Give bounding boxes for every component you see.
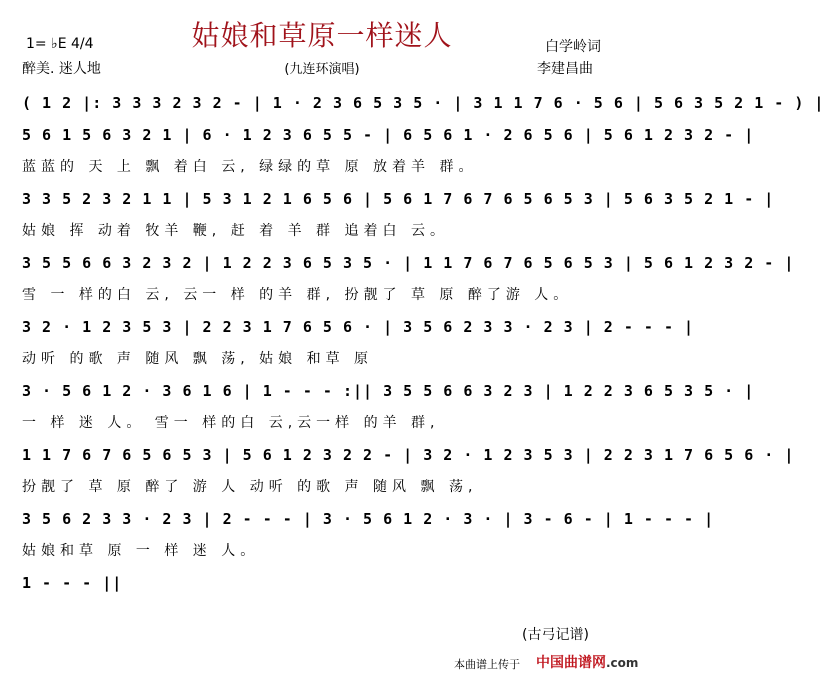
lyric-line: 姑娘和草 原 一 样 迷 人。 bbox=[22, 543, 260, 559]
upload-source-text: 本曲谱上传于 bbox=[454, 658, 520, 671]
score-line-1 bbox=[22, 88, 824, 120]
notation-line: 3 5 5 6 6 3 2 3 2 | 1 2 2 3 6 5 3 5 · | 1 1 7 6 7 6 5 6 5 3 | 5 6 1 2 3 2 - | bbox=[22, 254, 795, 272]
lyric-line: 蓝蓝的 天 上 飘 着白 云, 绿绿的草 原 放着羊 群。 bbox=[22, 159, 478, 175]
score-line-3 bbox=[22, 184, 775, 216]
site-domain: .com bbox=[606, 656, 639, 670]
notation-line: 3 3 5 2 3 2 1 1 | 5 3 1 2 1 6 5 6 | 5 6 1 7 6 7 6 5 6 5 3 | 5 6 3 5 2 1 - | bbox=[22, 190, 775, 208]
song-title: 姑娘和草原一样迷人 bbox=[191, 19, 453, 52]
notation-line: 3 · 5 6 1 2 · 3 6 1 6 | 1 - - - :|| 3 5 5 6 6 3 2 3 | 1 2 2 3 6 5 3 5 · | bbox=[22, 382, 755, 400]
site-name: 中国曲谱网 bbox=[536, 655, 606, 671]
score-line-4 bbox=[22, 248, 795, 280]
lyric-line-8 bbox=[22, 536, 632, 568]
notation-line: 1 - - - || bbox=[22, 574, 123, 592]
lyric-line-5 bbox=[22, 344, 632, 376]
lyric-line: 一 样 迷 人。 雪一 样的白 云,云一样 的羊 群, bbox=[22, 415, 440, 431]
score-line-9 bbox=[22, 568, 632, 600]
performer-note: (九连环演唱) bbox=[284, 62, 360, 77]
score-line-6 bbox=[22, 376, 755, 408]
notation-line: 1 1 7 6 7 6 5 6 5 3 | 5 6 1 2 3 2 2 - | 3 2 · 1 2 3 5 3 | 2 2 3 1 7 6 5 6 · | bbox=[22, 446, 795, 464]
notation-line: ( 1 2 |: 3 3 3 2 3 2 - | 1 · 2 3 6 5 3 5 · | 3 1 1 7 6 · 5 6 | 5 6 3 5 2 1 - ) | bbox=[22, 94, 824, 112]
notation-line: 3 2 · 1 2 3 5 3 | 2 2 3 1 7 6 5 6 · | 3 5 6 2 3 3 · 2 3 | 2 - - - | bbox=[22, 318, 695, 336]
key-signature: 1= ♭E 4/4 bbox=[26, 36, 94, 52]
score-line-2 bbox=[22, 120, 755, 152]
lyricist-credit: 白学岭词 bbox=[545, 39, 601, 55]
lyric-line: 雪 一 样的白 云, 云一 样 的羊 群, 扮靓了 草 原 醉了游 人。 bbox=[22, 287, 573, 303]
lyric-line: 姑娘 挥 动着 牧羊 鞭, 赶 着 羊 群 追着白 云。 bbox=[22, 223, 449, 239]
lyric-line: 扮靓了 草 原 醉了 游 人 动听 的歌 声 随风 飘 荡, bbox=[22, 479, 478, 495]
score bbox=[22, 88, 824, 600]
score-line-7 bbox=[22, 440, 795, 472]
lyric-line-4 bbox=[22, 280, 632, 312]
lyric-line: 动听 的歌 声 随风 飘 荡, 姑娘 和草 原 bbox=[22, 351, 374, 367]
transcriber-credit: (古弓记谱) bbox=[522, 627, 589, 643]
tempo-mood: 醉美. 迷人地 bbox=[22, 61, 101, 77]
lyric-line-7 bbox=[22, 472, 632, 504]
composer-credit: 李建昌曲 bbox=[537, 61, 593, 77]
score-line-8 bbox=[22, 504, 715, 536]
score-line-5 bbox=[22, 312, 695, 344]
site-logo[interactable] bbox=[536, 652, 638, 672]
notation-line: 5 6 1 5 6 3 2 1 | 6 · 1 2 3 6 5 5 - | 6 5 6 1 · 2 6 5 6 | 5 6 1 2 3 2 - | bbox=[22, 126, 755, 144]
notation-line: 3 5 6 2 3 3 · 2 3 | 2 - - - | 3 · 5 6 1 2 · 3 · | 3 - 6 - | 1 - - - | bbox=[22, 510, 715, 528]
lyric-line-2 bbox=[22, 152, 632, 184]
lyric-line-6 bbox=[22, 408, 632, 440]
lyric-line-3 bbox=[22, 216, 632, 248]
